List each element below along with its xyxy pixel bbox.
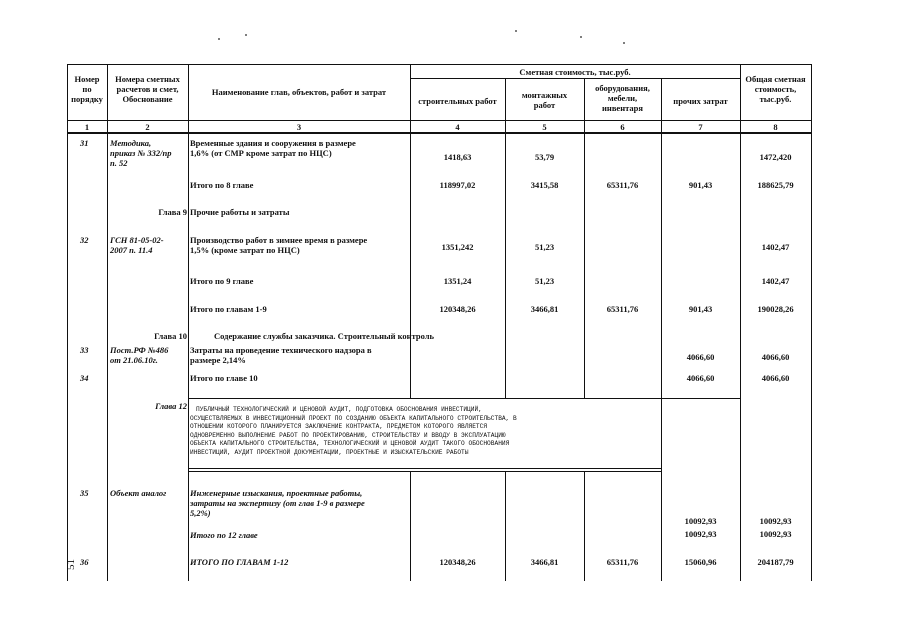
chapter12-label: Глава 12 [155,401,187,411]
row31-num: 31 [80,138,89,148]
header-col5: монтажных работ [521,90,568,110]
chapter12-box-right [661,398,662,472]
total8-c7: 901,43 [688,180,713,190]
chapter12-box-bottom [188,468,661,469]
header-col6: оборудования, мебели, инвентаря [595,83,650,113]
total8-c5: 3415,58 [530,180,559,190]
col-number-4: 4 [455,122,460,132]
page-number: 51 [65,559,77,570]
chapter9-label: Глава 9 [158,207,187,217]
header-group: Сметная стоимость, тыс.руб. [519,67,631,77]
row32-num: 32 [80,235,89,245]
col-border-left [67,64,68,581]
row36-num: 36 [80,557,89,567]
row31-c5: 53,79 [534,152,555,162]
row36-name: ИТОГО ПО ГЛАВАМ 1-12 [190,557,289,567]
total9-c8: 1402,47 [761,276,790,286]
chapter9-name: Прочие работы и затраты [190,207,290,217]
chapter12-text: ПУБЛИЧНЫЙ ТЕХНОЛОГИЧЕСКИЙ И ЦЕНОВОЙ АУДИТ, ПОДГОТОВКА ОБОСНОВАНИЯ ИНВЕСТИЦИЙ, ОСУЩЕСТВЛЯЕМЫХ В ИНВЕСТИЦИОННЫЙ ПРОЕКТ ПО СОЗДАНИЮ ОБЪЕКТА КАПИТАЛЬНОГО СТРОИТЕЛЬСТВА, В ОТНОШЕНИИ КОТОРОГО ПЛАНИРУЕТСЯ ЗАКЛЮЧЕНИЕ КОНТРАКТА, ПРЕДМЕТОМ КОТОРОГО ЯВЛЯЕТСЯ ОДНОВРЕМЕННО ВЫПОЛНЕНИЕ РАБОТ ПО ПРОЕКТИРОВАНИЮ, СТРОИТЕЛЬСТВУ И ВВОДУ В ЭКСПЛУАТАЦИЮ ОБЪЕКТА КАПИТАЛЬНОГО СТРОИТЕЛЬСТВА, ТЕХНОЛОГИЧЕСКИЙ И ЦЕНОВОЙ АУДИТ ТАКОГО ОБОСНОВАНИЯ ИНВЕСТИЦИЙ, АУДИТ ПРОЕКТНОЙ ДОКУМЕНТАЦИИ, ПРОЕКТНЫЕ И ИЗЫСКАТЕЛЬСКИЕ РАБОТЫ [190,406,517,456]
total9-name: Итого по 9 главе [190,276,254,286]
total12-name: Итого по 12 главе [190,530,258,540]
row33-name: Затраты на проведение технического надзора в размере 2,14% [190,345,372,365]
row32-basis: ГСН 81-05-02- 2007 п. 11.4 [110,235,164,255]
col-border-2-3 [188,64,189,581]
row31-basis: Методика, приказ № 332/пр п. 52 [110,138,172,168]
total1-9-c4: 120348,26 [439,304,476,314]
row36-c4: 120348,26 [439,557,476,567]
total1-9-c5: 3466,81 [530,304,559,314]
total1-9-c7: 901,43 [688,304,713,314]
row31-c4: 1418,63 [443,152,472,162]
header-col1: Номер по порядку [71,74,103,104]
total12-c8: 10092,93 [759,529,792,539]
row34-num: 34 [80,373,89,383]
scan-speck [623,42,625,44]
scan-speck [580,36,582,38]
row31-name: Временные здания и сооружения в размере 1,6% (от СМР кроме затрат по НЦС) [190,138,356,158]
col-number-8: 8 [773,122,778,132]
total12-c7: 10092,93 [684,529,717,539]
col-number-5: 5 [542,122,547,132]
row32-c4: 1351,242 [441,242,474,252]
row35-num: 35 [80,488,89,498]
group-header-underline [410,78,740,79]
row33-c7: 4066,60 [686,352,715,362]
row31-c8: 1472,420 [759,152,792,162]
header-col3: Наименование глав, объектов, работ и затрат [211,87,387,97]
chapter12-box-bottom-double [188,471,661,472]
row32-c8: 1402,47 [761,242,790,252]
row32-c5: 51,23 [534,242,555,252]
row35-c7: 10092,93 [684,516,717,526]
col-border-right [811,64,812,581]
row34-name: Итого по главе 10 [190,373,258,383]
header-col2: Номера сметных расчетов и смет, Обоснование [115,74,180,104]
table-top-border [67,64,812,65]
header-col4: строительных работ [418,96,497,106]
total8-c8: 188625,79 [757,180,794,190]
col-border-1-2 [107,64,108,581]
col-border-3-4 [410,64,411,398]
total8-name: Итого по 8 главе [190,180,254,190]
row33-c8: 4066,60 [761,352,790,362]
total1-9-c6: 65311,76 [606,304,639,314]
row33-num: 33 [80,345,89,355]
chapter12-box-top [188,398,740,399]
scan-speck [515,30,517,32]
total9-c5: 51,23 [534,276,555,286]
total1-9-name: Итого по главам 1-9 [190,304,267,314]
total9-c4: 1351,24 [443,276,472,286]
row36-c5: 3466,81 [530,557,559,567]
chapter10-name: Содержание службы заказчика. Строительный контроль [214,331,434,341]
row34-c7: 4066,60 [686,373,715,383]
header-col7: прочих затрат [673,96,728,106]
total8-c6: 65311,76 [606,180,639,190]
col-number-6: 6 [620,122,625,132]
row36-c6: 65311,76 [606,557,639,567]
row35-basis: Объект аналог [110,488,167,498]
scan-speck [218,38,220,40]
row32-name: Производство работ в зимнее время в размере 1,5% (кроме затрат по НЦС) [190,235,368,255]
total1-9-c8: 190028,26 [757,304,794,314]
row36-c8: 204187,79 [757,557,794,567]
row33-basis: Пост.РФ №486 от 21.06.10г. [110,345,169,365]
col-number-2: 2 [145,122,150,132]
row35-c8: 10092,93 [759,516,792,526]
col-number-7: 7 [698,122,703,132]
total8-c4: 118997,02 [439,180,476,190]
number-row-bottom-border-double [67,133,812,134]
chapter10-label: Глава 10 [154,331,187,341]
header-bottom-border [67,120,812,121]
row35-name: Инженерные изыскания, проектные работы, затраты на экспертизу (от глав 1-9 в размере 5,2%) [190,488,365,518]
row36-c7: 15060,96 [684,557,717,567]
col-number-3: 3 [296,122,302,132]
scan-speck [245,34,247,36]
header-col8: Общая сметная стоимость, тыс.руб. [745,74,806,104]
row34-c8: 4066,60 [761,373,790,383]
col-number-1: 1 [84,122,90,132]
col-border-7-8 [740,64,741,581]
